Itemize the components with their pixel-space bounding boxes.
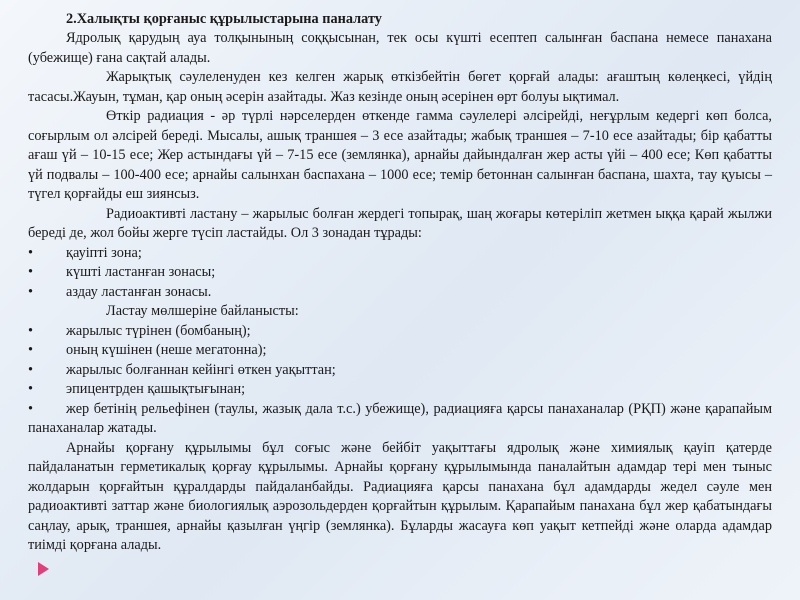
section-heading: 2.Халықты қорғаныс құрылыстарына паналату xyxy=(66,11,382,27)
list-item: • жарылыс болғаннан кейінгі өткен уақыттан; xyxy=(28,361,772,381)
list-item: • жер бетінің рельефінен (таулы, жазық дала т.с.) убежище), радиацияға қарсы панаханалар (РҚП) және қарапайым панаханалар жатады. xyxy=(28,400,772,436)
list-item: • аздау ластанған зонасы. xyxy=(28,283,772,303)
bullet-marker: • xyxy=(28,342,34,358)
bullet-marker: • xyxy=(28,381,34,397)
bullet-marker: • xyxy=(28,283,34,300)
factors-list xyxy=(28,322,772,439)
list-item: • оның күшінен (неше мегатонна); xyxy=(28,341,772,361)
paragraph-shockwave: Ядролық қарудың ауа толқынының соққысынан, тек осы күшті есептеп салынған баспана немесе панахана (убежище) ғана сақтай алады. xyxy=(28,30,772,66)
bullet-marker: • xyxy=(28,264,34,280)
bullet-marker: • xyxy=(28,400,34,417)
list-item: • қауіпті зона; xyxy=(28,244,772,264)
bullet-marker: • xyxy=(28,322,34,339)
list-item: • эпицентрден қашықтығынан; xyxy=(28,380,772,400)
slide-arrow-icon xyxy=(38,562,49,576)
list-item: • жарылыс түрінен (бомбаның); xyxy=(28,322,772,342)
document-body xyxy=(28,10,772,556)
paragraph-light-radiation: Жарықтық сәулеленуден кез келген жарық өткізбейтін бөгет қорғай алады: ағаштың көлеңкесі, үйдің тасасы.Жауын, тұман, қар оның әсерін азайтады. Жаз кезінде оның әсерінен өрт болуы ықтимал. xyxy=(28,69,772,105)
zones-list xyxy=(28,244,772,303)
bullet-marker: • xyxy=(28,361,34,378)
list-item: • күшті ластанған зонасы; xyxy=(28,263,772,283)
paragraph-factors-intro: Ластау мөлшеріне байланысты: xyxy=(106,303,299,319)
paragraph-special-shelter: Арнайы қорғану құрылымы бұл соғыс және бейбіт уақыттағы ядролық және химиялық қауіп қатерде пайдаланатын герметикалық қорғау құрылымы. Арнайы қорғану құрылымында паналайтын адамдар тері мен тыныс жолдарын қорғайтын құралдарды пайдаланбайды. Радиацияға қарсы панахана бұл адамдарды жедел сәуле мен радиоактивті заттар және биологиялық аэрозольдерден қорғайтын құрылым. Қарапайым панахана бұл жер қабатындағы саңлау, арық, траншея, арнайы қазылған үңгір (землянка). Бұларды жасауға көп уақыт кетпейді және оларда адамдар тиімді қорғана алады. xyxy=(28,439,772,553)
bullet-marker: • xyxy=(28,244,34,261)
paragraph-penetrating-radiation: Өткір радиация - әр түрлі нәрселерден өткенде гамма сәулелері әлсірейді, неғұрлым кедергі көп болса, соғырлым ол әлсірей береді. Мысалы, ашық траншея – 3 есе азайтады; жабық траншея – 7-10 есе азайтады; бір қабатты ағаш үй – 10-15 есе; Жер астындағы үй – 7-15 есе (землянка), арнайы дайындалған жер асты үйі – 400 есе; Көп қабатты үй подвалы – 100-400 есе; арнайы салынхан баспахана – 1000 есе; темір бетоннан салынған баспана, шахта, тау қуысы – түгел қорғайды еш зиянсыз. xyxy=(28,108,772,202)
paragraph-contamination: Радиоактивті ластану – жарылыс болған жердегі топырақ, шаң жоғары көтеріліп жетмен ыққа қарай жылжи береді де, жол бойы жерге түсіп ластайды. Ол 3 зонадан тұрады: xyxy=(28,205,772,241)
